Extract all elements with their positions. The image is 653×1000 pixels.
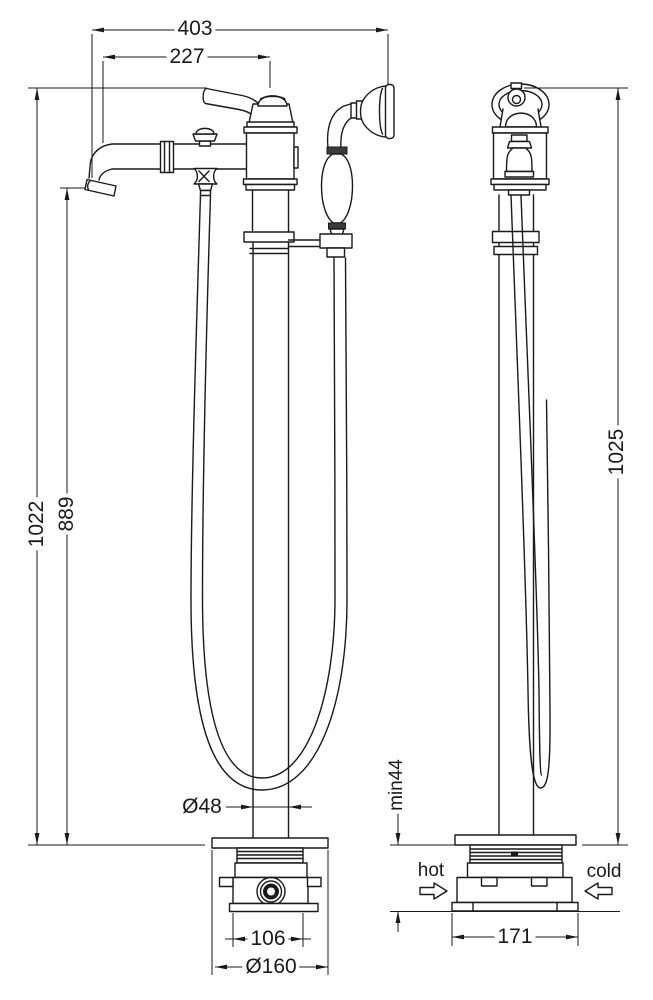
dim-height-front-label: 1022 bbox=[26, 498, 48, 551]
dim-min-floor-depth-label: min44 bbox=[387, 756, 407, 814]
dim-base-body-width-label: 106 bbox=[247, 928, 288, 950]
front-elevation-drawing bbox=[85, 85, 394, 912]
hot-inlet-arrow-icon bbox=[420, 883, 447, 899]
cold-inlet-label: cold bbox=[584, 862, 625, 882]
cold-inlet-arrow-icon bbox=[585, 883, 612, 899]
dim-column-diameter-label: Ø48 bbox=[179, 796, 225, 818]
dim-spout-height-label: 889 bbox=[56, 493, 78, 534]
side-elevation-drawing bbox=[420, 83, 612, 911]
dim-base-width-side-label: 171 bbox=[494, 926, 535, 948]
dim-height-side-label: 1025 bbox=[606, 426, 628, 479]
hot-inlet-label: hot bbox=[415, 861, 447, 881]
dim-overall-width-label: 403 bbox=[174, 18, 215, 40]
dim-spout-reach-label: 227 bbox=[166, 46, 207, 68]
dim-base-plate-diameter-label: Ø160 bbox=[242, 956, 299, 978]
